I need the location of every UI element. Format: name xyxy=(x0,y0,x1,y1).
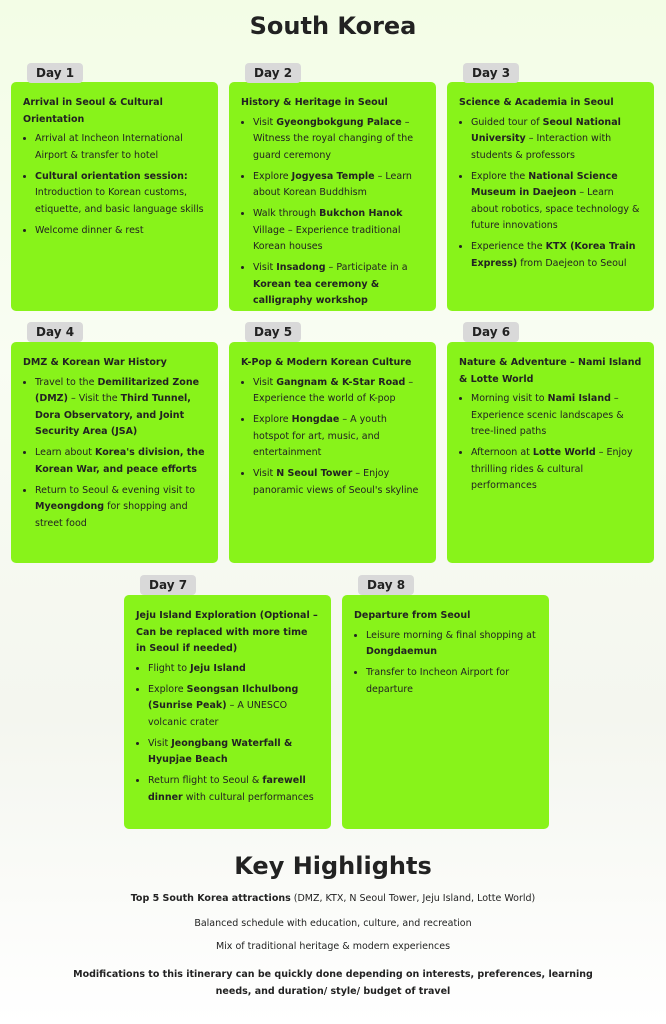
day-4-tag: Day 4 xyxy=(27,322,83,342)
day-2-card xyxy=(229,82,436,311)
activity-item xyxy=(253,412,424,462)
activity-item xyxy=(366,665,537,698)
activity-highlight: Cultural orientation session: xyxy=(35,170,188,182)
activity-text: Leisure morning & final shopping at xyxy=(366,629,536,641)
activity-text: Visit xyxy=(148,737,172,749)
day-5-activities xyxy=(241,375,424,500)
activity-text: – Witness the royal changing of the guard ceremony xyxy=(253,116,414,161)
activity-text: – Experience scenic landscapes & tree-lined paths xyxy=(471,393,624,437)
activity-item xyxy=(35,445,206,478)
activity-text: Visit xyxy=(253,262,277,273)
activity-text: – Enjoy panoramic views of Seoul's skyline xyxy=(253,468,419,496)
day-2-title: History & Heritage in Seoul xyxy=(241,97,388,108)
highlight-attractions-bold: Top 5 South Korea attractions xyxy=(130,893,291,904)
day-1-activities xyxy=(23,131,206,239)
highlight-schedule: Balanced schedule with education, culture, and recreation xyxy=(194,918,472,929)
activity-text: – Enjoy thrilling rides & cultural performances xyxy=(471,447,633,491)
activity-text: Flight to xyxy=(148,662,191,674)
activity-text: – Participate in a xyxy=(325,262,408,273)
activity-highlight: KTX (Korea Train Express) xyxy=(471,241,636,269)
activity-item xyxy=(35,131,206,164)
activity-item xyxy=(35,483,206,533)
day-8-title: Departure from Seoul xyxy=(354,610,471,621)
day-1-title: Arrival in Seoul & Cultural Orientation xyxy=(23,97,163,125)
day-4-title: DMZ & Korean War History xyxy=(23,357,167,368)
activity-highlight: Myeongdong xyxy=(35,501,105,512)
activity-highlight: Jogyesa Temple xyxy=(291,170,375,182)
activity-text: Transfer to Incheon Airport for departure xyxy=(366,667,510,695)
day-4-activities xyxy=(23,375,206,533)
activity-highlight: Gangnam & K-Star Road xyxy=(276,376,406,388)
activity-item xyxy=(471,115,642,165)
activity-item xyxy=(253,466,424,499)
activity-text: Travel to the xyxy=(35,376,98,388)
day-4-card xyxy=(11,342,218,563)
day-1-card xyxy=(11,82,218,311)
highlight-modifications: Modifications to this itinerary can be quickly done depending on interests, preferences, learning needs, and duration/ style/ budget of travel xyxy=(73,969,593,997)
day-1-tag: Day 1 xyxy=(27,63,83,83)
activity-item xyxy=(253,375,424,408)
activity-text: Return to Seoul & evening visit to xyxy=(35,484,196,496)
activity-item xyxy=(253,115,424,165)
activity-item xyxy=(471,169,642,235)
activity-text: – Experience the world of K-pop xyxy=(253,376,414,404)
day-7-title: Jeju Island Exploration (Optional – Can be replaced with more time in Seoul if needed) xyxy=(136,610,318,654)
activity-item xyxy=(253,169,424,202)
activity-text: Guided tour of xyxy=(471,116,543,128)
day-5-tag: Day 5 xyxy=(245,322,301,342)
activity-highlight: Lotte World xyxy=(532,447,596,458)
day-7-activities xyxy=(136,661,319,807)
activity-text: – Learn about Korean Buddhism xyxy=(253,170,412,198)
activity-item xyxy=(148,661,319,678)
activity-highlight: Demilitarized Zone (DMZ) xyxy=(35,376,200,404)
activity-item xyxy=(366,628,537,661)
activity-text: Explore xyxy=(253,170,292,182)
day-2-tag: Day 2 xyxy=(245,63,301,83)
day-7-card xyxy=(124,595,331,829)
activity-text: Explore xyxy=(253,414,292,425)
activity-text: Morning visit to xyxy=(471,393,548,404)
activity-text: Afternoon at xyxy=(471,447,533,458)
key-highlights-title: Key Highlights xyxy=(234,852,432,880)
highlight-attractions xyxy=(40,890,626,907)
activity-highlight: Insadong xyxy=(276,262,326,273)
activity-item xyxy=(148,736,319,769)
day-6-card xyxy=(447,342,654,563)
activity-highlight: Jeongbang Waterfall & Hyupjae Beach xyxy=(148,737,293,765)
activity-text: for shopping and street food xyxy=(35,501,188,529)
activity-highlight: Nami Island xyxy=(547,393,611,404)
activity-item xyxy=(253,260,424,310)
activity-text: – Learn about robotics, space technology & future innovations xyxy=(471,187,640,231)
activity-item xyxy=(35,223,206,240)
activity-highlight: N Seoul Tower xyxy=(276,468,353,479)
day-6-title: Nature & Adventure – Nami Island & Lotte World xyxy=(459,357,642,385)
day-7-tag: Day 7 xyxy=(140,575,196,595)
activity-item xyxy=(148,773,319,806)
activity-item xyxy=(35,169,206,219)
activity-text: from Daejeon to Seoul xyxy=(517,257,627,269)
activity-text: with cultural performances xyxy=(182,791,314,803)
day-5-title: K-Pop & Modern Korean Culture xyxy=(241,357,412,368)
day-6-tag: Day 6 xyxy=(463,322,519,342)
day-2-activities xyxy=(241,115,424,310)
activity-text: Experience the xyxy=(471,241,546,252)
activity-item xyxy=(471,445,642,495)
page-title: South Korea xyxy=(249,12,417,40)
activity-text: Learn about xyxy=(35,447,96,458)
activity-highlight: Third Tunnel, Dora Observatory, and Joint Security Area (JSA) xyxy=(35,393,191,437)
activity-item xyxy=(35,375,206,441)
day-8-tag: Day 8 xyxy=(358,575,414,595)
activity-highlight: Bukchon Hanok xyxy=(319,208,403,219)
activity-highlight: Gyeongbokgung Palace xyxy=(276,116,402,128)
activity-text: Visit xyxy=(253,468,277,479)
activity-text: – A youth hotspot for art, music, and entertainment xyxy=(253,414,387,458)
activity-item xyxy=(471,391,642,441)
activity-text: Introduction to Korean customs, etiquette, and basic language skills xyxy=(35,187,204,215)
activity-highlight: Jeju Island xyxy=(190,662,246,674)
activity-text: Explore the xyxy=(471,170,529,182)
activity-text: Arrival at Incheon International Airport & transfer to hotel xyxy=(35,133,183,161)
activity-item xyxy=(148,682,319,732)
activity-text: Welcome dinner & rest xyxy=(35,224,144,236)
activity-text: Visit xyxy=(253,376,277,388)
day-8-card xyxy=(342,595,549,829)
activity-highlight: farewell dinner xyxy=(148,775,306,803)
activity-highlight: Hongdae xyxy=(291,414,340,425)
activity-highlight: Seongsan Ilchulbong (Sunrise Peak) xyxy=(148,683,299,711)
activity-text: Village – Experience traditional Korean houses xyxy=(253,224,401,252)
day-3-card xyxy=(447,82,654,311)
activity-text: Walk through xyxy=(253,208,320,219)
activity-highlight: Korea's division, the Korean War, and peace efforts xyxy=(35,447,205,475)
activity-highlight: Dongdaemun xyxy=(366,646,438,657)
activity-text: Explore xyxy=(148,683,187,695)
day-6-activities xyxy=(459,391,642,495)
activity-text: – Visit the xyxy=(67,393,121,404)
activity-highlight: National Science Museum in Daejeon xyxy=(471,170,618,198)
activity-item xyxy=(471,239,642,272)
day-3-tag: Day 3 xyxy=(463,63,519,83)
activity-text: Visit xyxy=(253,116,277,128)
activity-highlight: Korean tea ceremony & calligraphy workshop xyxy=(253,278,380,306)
day-8-activities xyxy=(354,628,537,699)
highlight-mix: Mix of traditional heritage & modern experiences xyxy=(215,941,451,952)
day-5-card xyxy=(229,342,436,563)
activity-item xyxy=(253,206,424,256)
day-3-title: Science & Academia in Seoul xyxy=(459,97,614,108)
day-3-activities xyxy=(459,115,642,273)
activity-text: – A UNESCO volcanic crater xyxy=(148,700,288,728)
activity-highlight: Seoul National University xyxy=(471,116,621,144)
highlight-attractions-rest: (DMZ, KTX, N Seoul Tower, Jeju Island, Lotte World) xyxy=(290,893,536,904)
activity-text: Return flight to Seoul & xyxy=(148,775,263,786)
activity-text: – Interaction with students & professors xyxy=(471,133,612,161)
